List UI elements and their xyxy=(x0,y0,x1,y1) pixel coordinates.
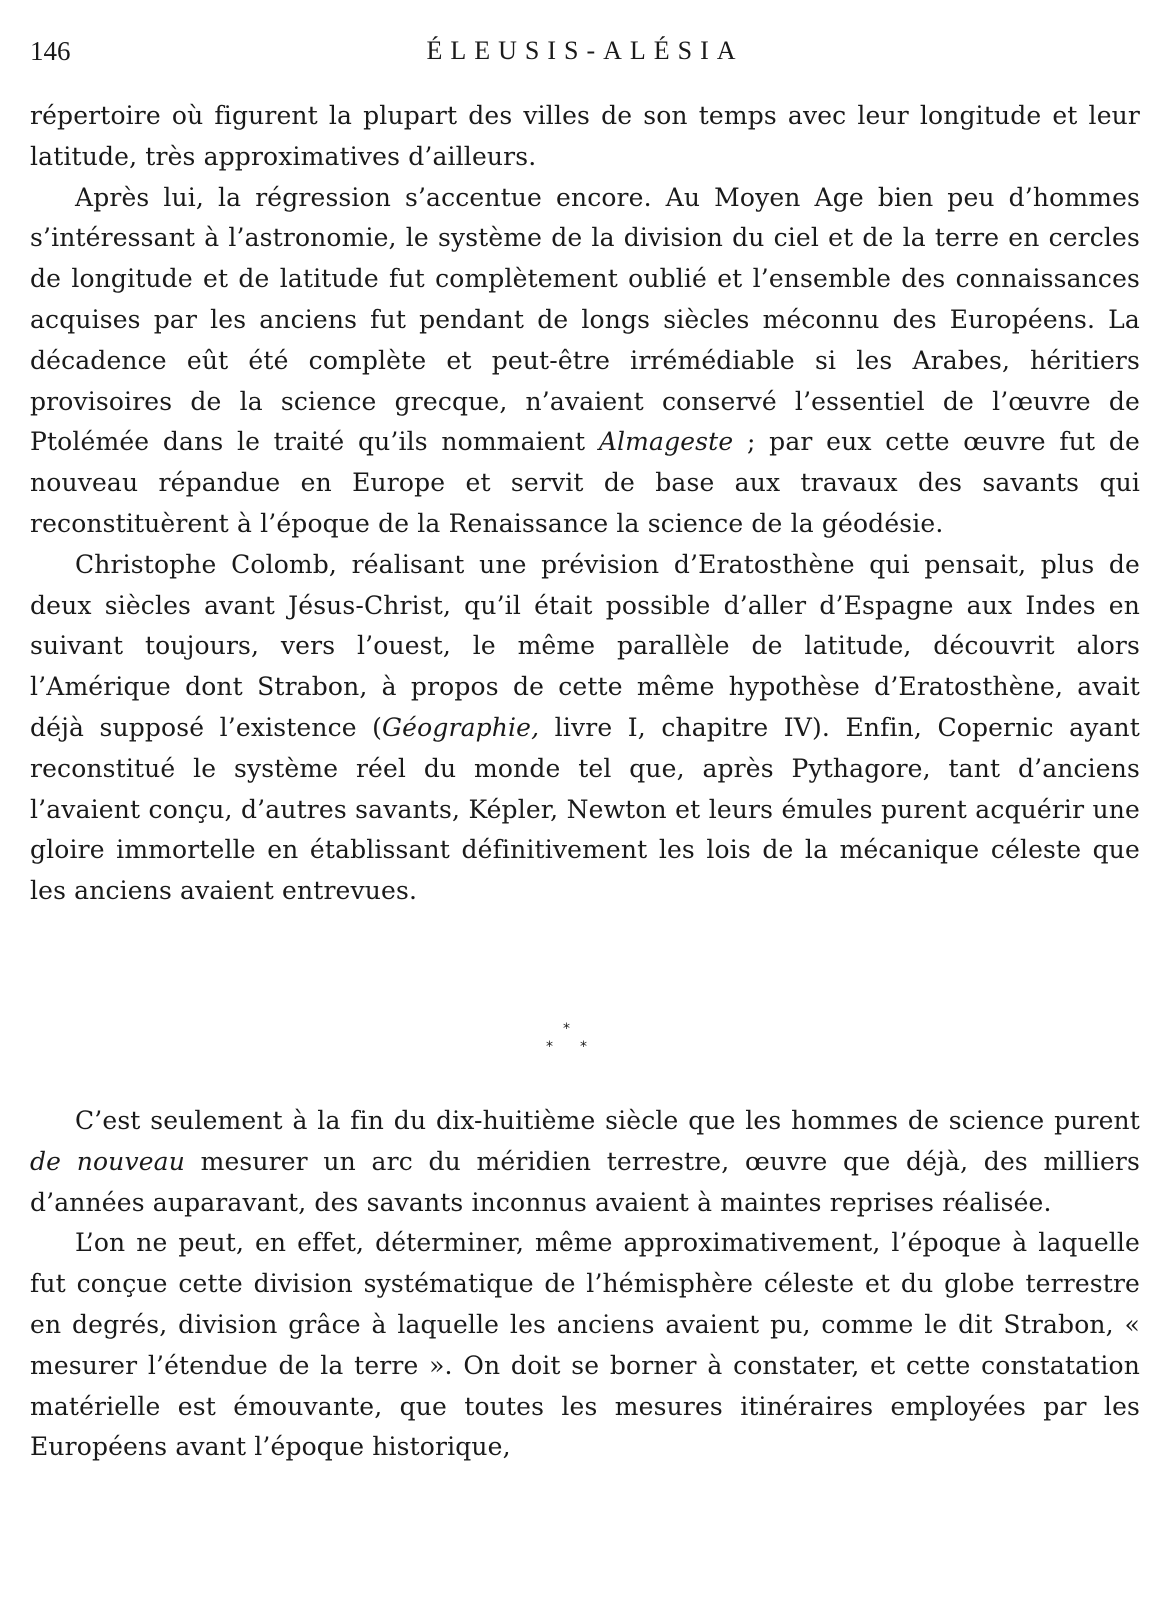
paragraph-text: ; par eux cette œuvre fut de nouveau répandue en Europe et servit de base aux travaux des savants qui reconstituèrent à l’époque de la Renaissance la science de la géodésie. xyxy=(30,427,1141,538)
star-glyph: * xyxy=(546,1039,553,1055)
paragraph-text: mesurer un arc du méridien terrestre, œuvre que déjà, des milliers d’années auparavant, des savants inconnus avaient à maintes reprises réalisée. xyxy=(30,1146,1140,1217)
paragraph-continued: répertoire où figurent la plupart des villes de son temps avec leur longitude et leur latitude, très approximatives d’ailleurs. xyxy=(30,101,1140,171)
star-glyph: * xyxy=(580,1039,587,1055)
asterism-separator xyxy=(540,1021,600,1065)
paragraph-text: livre I, chapitre IV). Enfin, Copernic ayant reconstitué le système réel du monde tel que, après Pythagore, tant d’anciens l’avaient conçu, d’autres savants, Képler, Newton et leurs émules purent acquérir une gloire immortelle en établissant définitivement les lois de la mécanique céleste que les anciens avaient entrevues. xyxy=(30,712,1140,906)
paragraph-regression xyxy=(30,178,1140,545)
italic-phrase-de-nouveau: de nouveau xyxy=(30,1146,185,1176)
paragraph-text: Christophe Colomb, réalisant une prévision d’Eratosthène qui pensait, plus de deux siècles avant Jésus-Christ, qu’il était possible d’aller d’Espagne aux Indes en suivant toujours, vers l’ouest, le même parallèle de latitude, découvrit alors l’Amérique dont Strabon, à propos de cette même hypothèse d’Eratosthène, avait déjà supposé l’existence ( xyxy=(30,549,1140,742)
paragraph-colomb xyxy=(30,545,1140,912)
running-title: ÉLEUSIS-ALÉSIA xyxy=(426,36,744,65)
paragraph-meridien xyxy=(30,1101,1140,1223)
text-block-after-asterism xyxy=(30,1101,1140,1468)
paragraph-text: Après lui, la régression s’accentue encore. Au Moyen Age bien peu d’hommes s’intéressant à l’astronomie, le système de la division du ciel et de la terre en cercles de longitude et de latitude fut complètement oublié et l’ensemble des connaissances acquises par les anciens fut pendant de longs siècles méconnu des Européens. La décadence eût été complète et peut-être irrémédiable si les Arabes, héritiers provisoires de la science grecque, n’avaient conservé l’essentiel de l’œuvre de Ptolémée dans le traité qu’ils nommaient xyxy=(30,182,1140,457)
star-glyph: * xyxy=(563,1021,570,1037)
italic-title-geographie: Géographie, xyxy=(382,712,540,742)
text-block-before-asterism xyxy=(30,96,1140,912)
italic-title-almageste: Almageste xyxy=(598,427,734,457)
page-number: 146 xyxy=(30,36,71,66)
page-header xyxy=(30,36,1140,76)
paragraph-degres: L’on ne peut, en effet, déterminer, même approximativement, l’époque à laquelle fut conçue cette division systématique de l’hémisphère céleste et du globe terrestre en degrés, division grâce à laquelle les anciens avaient pu, comme le dit Strabon, « mesurer l’étendue de la terre ». On doit se borner à constater, et cette constatation matérielle est émouvante, que toutes les mesures itinéraires employées par les Européens avant l’époque historique, xyxy=(30,1228,1140,1462)
paragraph-text: C’est seulement à la fin du dix-huitième siècle que les hommes de science purent xyxy=(75,1106,1140,1135)
